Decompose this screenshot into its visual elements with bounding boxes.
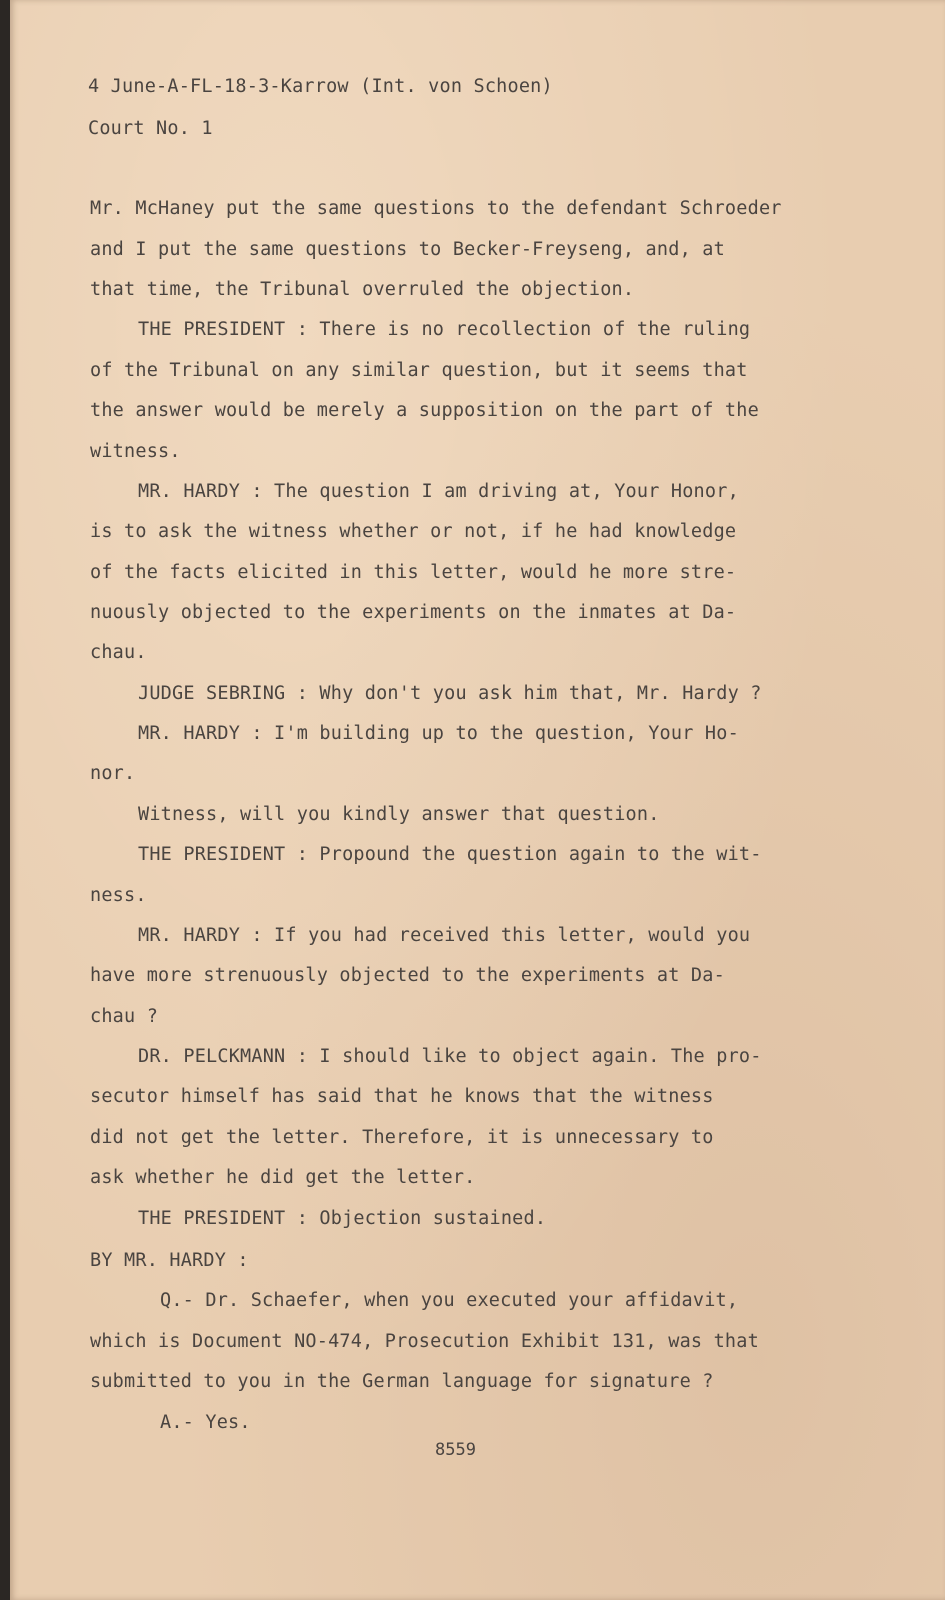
text-line: Q.- Dr. Schaefer, when you executed your affidavit, (160, 1290, 739, 1311)
text-line: THE PRESIDENT : There is no recollection of the ruling (138, 319, 751, 340)
text-line: submitted to you in the German language for signature ? (90, 1371, 714, 1392)
header-line-1: 4 June-A-FL-18-3-Karrow (Int. von Schoen) (88, 76, 553, 97)
text-line: that time, the Tribunal overruled the objection. (90, 279, 635, 300)
text-line: of the Tribunal on any similar question, but it seems that (90, 360, 748, 381)
document-page (10, 0, 945, 1600)
text-line: have more strenuously objected to the experiments at Da- (90, 965, 725, 986)
text-line: is to ask the witness whether or not, if he had knowledge (90, 521, 737, 542)
text-line: chau ? (90, 1006, 159, 1027)
text-line: secutor himself has said that he knows that the witness (90, 1086, 714, 1107)
text-line: which is Document NO-474, Prosecution Exhibit 131, was that (90, 1331, 759, 1352)
text-line: MR. HARDY : The question I am driving at, Your Honor, (138, 481, 739, 502)
text-line: BY MR. HARDY : (90, 1250, 249, 1271)
text-line: Witness, will you kindly answer that question. (138, 804, 660, 825)
header-line-2: Court No. 1 (88, 118, 213, 139)
text-line: THE PRESIDENT : Objection sustained. (138, 1208, 547, 1229)
text-line: of the facts elicited in this letter, would he more stre- (90, 562, 737, 583)
text-line: MR. HARDY : I'm building up to the question, Your Ho- (138, 723, 739, 744)
page-number: 8559 (435, 1440, 476, 1460)
text-line: JUDGE SEBRING : Why don't you ask him that, Mr. Hardy ? (138, 683, 762, 704)
text-line: witness. (90, 441, 181, 462)
text-line: DR. PELCKMANN : I should like to object again. The pro- (138, 1046, 762, 1067)
text-line: ask whether he did get the letter. (90, 1167, 476, 1188)
text-line: MR. HARDY : If you had received this letter, would you (138, 925, 751, 946)
text-line: A.- Yes. (160, 1412, 251, 1433)
text-line: ness. (90, 885, 147, 906)
text-line: did not get the letter. Therefore, it is unnecessary to (90, 1127, 714, 1148)
text-line: nuously objected to the experiments on the inmates at Da- (90, 602, 737, 623)
text-line: chau. (90, 642, 147, 663)
text-line: Mr. McHaney put the same questions to the defendant Schroeder (90, 198, 782, 219)
text-line: the answer would be merely a supposition on the part of the (90, 400, 759, 421)
text-line: THE PRESIDENT : Propound the question again to the wit- (138, 844, 762, 865)
text-line: nor. (90, 763, 136, 784)
text-line: and I put the same questions to Becker-Freyseng, and, at (90, 239, 725, 260)
